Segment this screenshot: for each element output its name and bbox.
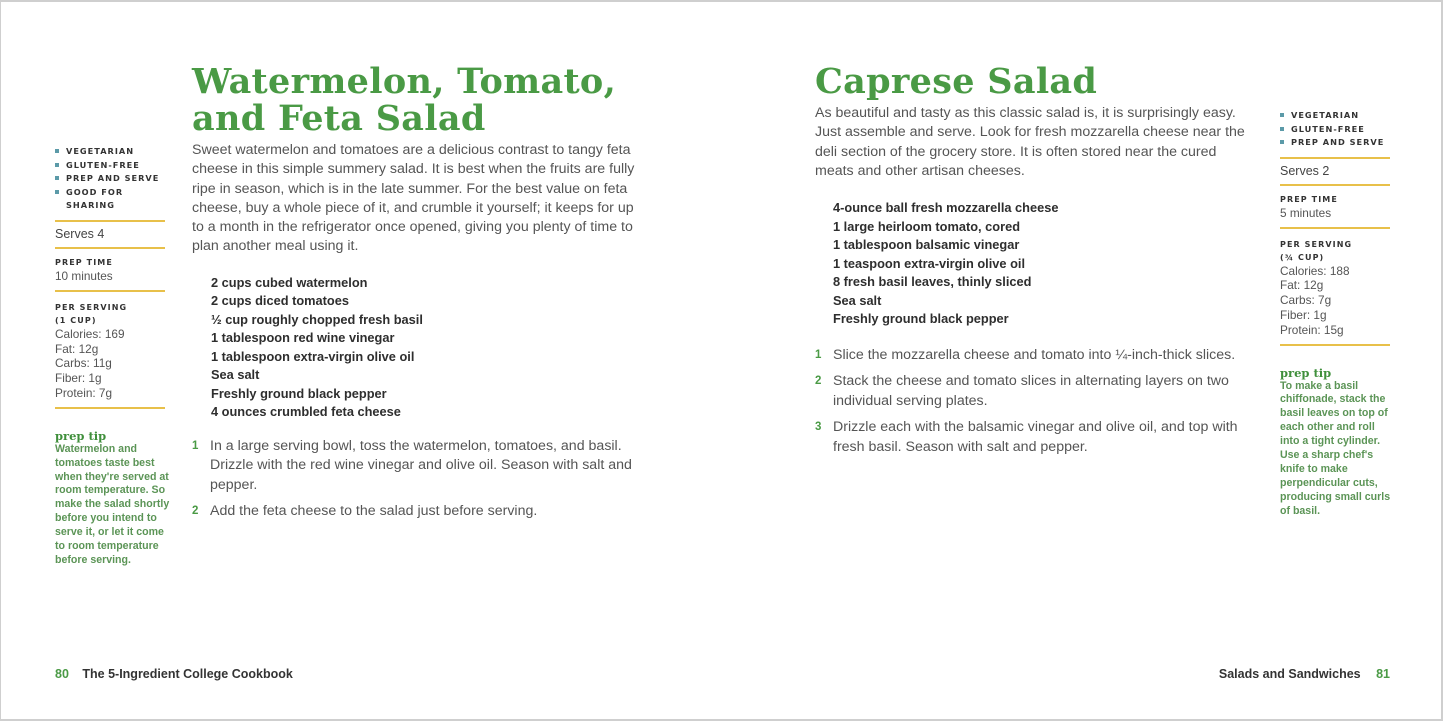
recipe-intro: As beautiful and tasty as this classic salad is, it is surprisingly easy. Just assemble and serve. Look for fresh mozzarella cheese near the deli section of the grocery store. It is often stored near the cured meats and other artisan cheeses. [815,105,1245,179]
step-number: 2 [192,505,199,518]
square-bullet-icon [55,149,59,153]
prep-tip-text: Watermelon and tomatoes taste best when they're served at room temperature. So make the salad shortly before you intend to serve it, or let it come to room temperature before serving. [55,442,170,566]
tag-item: VEGETARIAN [55,145,170,159]
running-head: The 5-Ingredient College Cookbook [82,667,293,681]
prep-tip-text: To make a basil chiffonade, stack the basil leaves on top of each other and roll into a tight cylinder. Use a sharp chef's knife to make perpendicular cuts, producing small curls of basil. [1280,379,1391,517]
step-number: 1 [815,348,822,361]
prep-time-label: PREP TIME [1280,194,1338,204]
nutrition-protein: Protein: 15g [1280,322,1344,337]
running-head: Salads and Sandwiches [1218,667,1361,681]
per-serving-size: (1 CUP) [55,315,97,325]
diet-tags [1280,109,1395,150]
gold-divider [1280,184,1390,186]
nutrition-carbs: Carbs: 11g [55,356,112,371]
serves: Serves 2 [1280,163,1330,178]
ingredient-item: 2 cups cubed watermelon [211,274,368,290]
ingredient-item: 1 large heirloom tomato, cored [833,218,1021,234]
gold-divider [55,220,165,222]
prep-time-label: PREP TIME [55,257,113,267]
page-number: 80 [55,667,69,681]
tag-item: PREP AND SERVE [55,172,170,186]
per-serving-size: (¾ CUP) [1280,252,1325,262]
ingredient-item: Sea salt [211,367,260,383]
prep-tip-heading: prep tip [1280,365,1332,380]
square-bullet-icon [1280,127,1284,131]
nutrition-facts [55,327,170,401]
gold-divider [55,247,165,249]
nutrition-calories: Calories: 188 [1280,263,1350,278]
prep-time-value: 5 minutes [1280,205,1332,220]
prep-tip-heading: prep tip [55,428,107,443]
tag-item: GOOD FOR SHARING [55,186,161,213]
steps-list [815,346,1245,458]
step-item: 2 Stack the cheese and tomato slices in alternating layers on two individual serving plates. [815,373,1229,409]
right-recipe [815,63,1245,464]
ingredient-item: 1 tablespoon red wine vinegar [211,330,395,346]
tag-item: PREP AND SERVE [1280,136,1395,150]
tag-item: GLUTEN-FREE [55,159,170,173]
tag-item: GLUTEN-FREE [1280,123,1395,137]
nutrition-carbs: Carbs: 7g [1280,293,1332,308]
step-item: 1 Slice the mozzarella cheese and tomato into ¼-inch-thick slices. [815,346,1245,366]
ingredients-list [815,199,1245,329]
ingredient-item: 1 teaspoon extra-virgin olive oil [833,255,1026,271]
step-item: 1 In a large serving bowl, toss the watermelon, tomatoes, and basil. Drizzle with the red wine vinegar and olive oil. Season with salt and pepper. [192,437,632,493]
ingredient-item: 1 tablespoon balsamic vinegar [833,237,1020,253]
nutrition-fat: Fat: 12g [1280,278,1324,293]
per-serving-label: PER SERVING [55,302,128,312]
recipe-title: Caprese Salad [815,61,1098,102]
page-number: 81 [1376,667,1390,681]
per-serving-label: PER SERVING [1280,239,1353,249]
diet-tags [55,145,170,213]
right-footer [1219,667,1390,681]
prep-time-value: 10 minutes [55,268,113,283]
ingredient-item: 4-ounce ball fresh mozzarella cheese [833,200,1059,216]
gold-divider [55,290,165,292]
gold-divider [1280,227,1390,229]
ingredient-item: Freshly ground black pepper [833,311,1009,327]
ingredients-list [192,274,637,422]
step-number: 1 [192,439,199,452]
nutrition-facts [1280,264,1395,338]
right-sidebar [1280,109,1395,519]
ingredient-item: ½ cup roughly chopped fresh basil [211,311,423,327]
steps-list [192,437,637,522]
gold-divider [55,407,165,409]
square-bullet-icon [1280,113,1284,117]
ingredient-item: 4 ounces crumbled feta cheese [211,404,401,420]
left-footer [55,667,293,681]
ingredient-item: 2 cups diced tomatoes [211,293,349,309]
square-bullet-icon [55,163,59,167]
gold-divider [1280,157,1390,159]
step-number: 3 [815,421,822,434]
ingredient-item: 8 fresh basil leaves, thinly sliced [833,274,1032,290]
ingredient-item: Sea salt [833,292,882,308]
step-item: 3 Drizzle each with the balsamic vinegar and olive oil, and top with fresh basil. Season with salt and pepper. [815,419,1238,455]
recipe-title: Watermelon, Tomato, and Feta Salad [192,61,617,139]
square-bullet-icon [55,176,59,180]
square-bullet-icon [1280,140,1284,144]
square-bullet-icon [55,190,59,194]
recipe-intro: Sweet watermelon and tomatoes are a delicious contrast to tangy feta cheese in this simple summery salad. It is best when the fruits are fully ripe in season, which is in the late summer. For the best value on feta cheese, buy a whole piece of it, and crumble it yourself; it keeps for up to a month in the refrigerator once opened, giving you plenty of time to plan another meal using it. [192,142,635,255]
nutrition-protein: Protein: 7g [55,385,113,400]
step-number: 2 [815,375,822,388]
step-item: 2 Add the feta cheese to the salad just before serving. [192,502,637,522]
left-sidebar [55,145,170,568]
nutrition-fat: Fat: 12g [55,341,99,356]
gold-divider [1280,344,1390,346]
ingredient-item: Freshly ground black pepper [211,385,387,401]
nutrition-calories: Calories: 169 [55,326,125,341]
left-recipe [192,63,637,529]
nutrition-fiber: Fiber: 1g [1280,307,1327,322]
tag-item: VEGETARIAN [1280,109,1395,123]
serves: Serves 4 [55,226,105,241]
nutrition-fiber: Fiber: 1g [55,371,102,386]
ingredient-item: 1 tablespoon extra-virgin olive oil [211,348,415,364]
